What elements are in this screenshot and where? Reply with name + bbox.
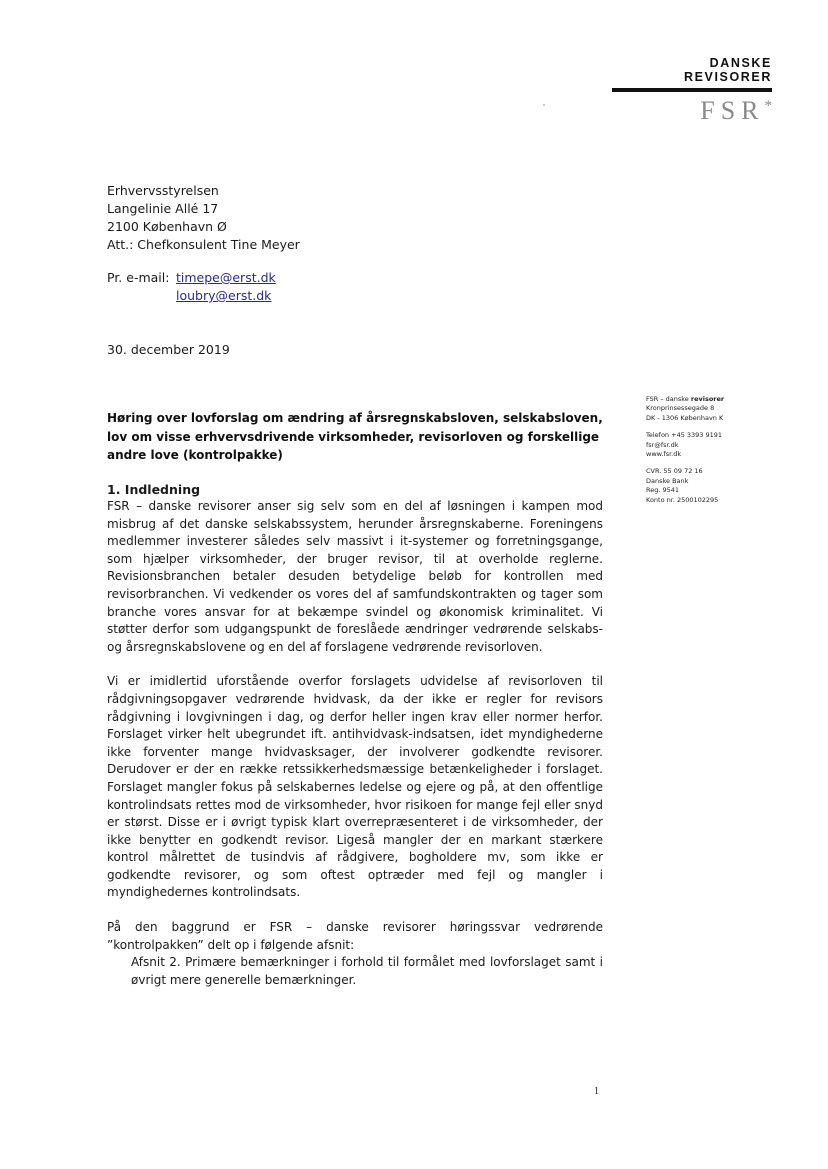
sender-info bbox=[646, 395, 776, 505]
logo-line-revisorer: REVISORER bbox=[683, 70, 772, 84]
recipient-address bbox=[107, 182, 300, 254]
logo-rule bbox=[612, 88, 772, 92]
recipient-street: Langelinie Allé 17 bbox=[107, 201, 219, 216]
email-link-1[interactable]: timepe@erst.dk bbox=[176, 270, 276, 285]
sender-name bbox=[646, 395, 776, 404]
letter-body bbox=[107, 409, 603, 989]
section-heading: 1. Indledning bbox=[107, 481, 201, 497]
scan-speck bbox=[543, 104, 545, 106]
letter-title: Høring over lovforslag om ændring af årsregnskabsloven, selskabsloven, lov om visse erhvervsdrivende virksomheder, revisorloven og forskellige andre love (kontrolpakke) bbox=[107, 411, 603, 462]
email-block bbox=[107, 269, 276, 305]
logo-line-danske: DANSKE bbox=[709, 56, 772, 70]
logo-mark-star: * bbox=[764, 98, 772, 114]
body-paragraph-3: På den baggrund er FSR – danske revisorer høringssvar vedrørende ”kontrolpakken” delt op i følgende afsnit: bbox=[107, 920, 603, 952]
email-label: Pr. e-mail: bbox=[107, 270, 170, 285]
sender-cvr: CVR. 55 09 72 16 bbox=[646, 467, 703, 476]
section-list-item-1: Afsnit 2. Primære bemærkninger i forhold til formålet med lovforslaget samt i øvrigt mere generelle bemærkninger. bbox=[131, 955, 603, 987]
sender-name-bold: revisorer bbox=[690, 395, 725, 403]
logo-mark bbox=[612, 93, 772, 124]
sender-bank: Danske Bank bbox=[646, 476, 689, 485]
recipient-org: Erhvervsstyrelsen bbox=[107, 183, 219, 198]
sender-name-prefix: FSR – danske bbox=[646, 395, 689, 403]
sender-reg: Reg. 9541 bbox=[646, 486, 680, 495]
body-paragraph-1: FSR – danske revisorer anser sig selv som en del af løsningen i kampen mod misbrug af det danske selskabssystem, herunder årsregnskaberne. Foreningens medlemmer investerer således selv massivt i it-systemer og forretningsgange, som hjælper virksomheder, der bruger revisor, til at overholde reglerne. Revisionsbranchen betaler desuden betydelige beløb for kontrollen med revisorbranchen. Vi vedkender os vores del af samfundskontrakten og tager som branche vores ansvar for at bekæmpe svindel og økonomisk kriminalitet. Vi støtter derfor som udgangspunkt de foreslåede ændringer vedrørende selskabs-og årsregnskabslovene og en del af forslagene vedrørende revisorloven. bbox=[107, 499, 603, 654]
sender-city: DK - 1306 København K bbox=[646, 413, 724, 422]
fsr-logo bbox=[612, 56, 772, 124]
logo-mark-text: FSR bbox=[700, 96, 765, 125]
sender-phone: Telefon +45 3393 9191 bbox=[646, 431, 723, 440]
recipient-attention: Att.: Chefkonsulent Tine Meyer bbox=[107, 237, 300, 252]
email-link-2[interactable]: loubry@erst.dk bbox=[176, 288, 272, 303]
sender-account: Konto nr. 2500102295 bbox=[646, 495, 719, 504]
sender-web: www.fsr.dk bbox=[646, 450, 682, 459]
body-paragraph-2: Vi er imidlertid uforstående overfor forslagets udvidelse af revisorloven til rådgivningsopgaver vedrørende hvidvask, da der ikke er regler for revisors rådgivning i lovgivningen i dag, og derfor heller ingen krav eller normer herfor. Forslaget virker helt ubegrundet ift. antihvidvask-indsatsen, idet myndighederne ikke forventer mange hvidvasksager, der involverer godkendte revisorer. Derudover er der en række retssikkerhedsmæssige betænkeligheder i forslaget. Forslaget mangler fokus på selskabernes ledelse og ejere og på, at den offentlige kontrolindsats rettes mod de virksomheder, hvor risikoen for mange fejl eller snyd er størst. Disse er i øvrigt typisk klart overrepræsenteret i de virksomheder, der ikke benytter en godkendt revisor. Ligeså mangler der en markant stærkere kontrol målrettet de tusindvis af rådgivere, bogholdere mv, som ikke er godkendte revisorer, og som oftest optræder med fejl og mangler i myndighedernes kontrolindsats. bbox=[107, 674, 603, 900]
sender-street: Kronprinsessegade 8 bbox=[646, 404, 715, 413]
recipient-city: 2100 København Ø bbox=[107, 219, 227, 234]
letter-date: 30. december 2019 bbox=[107, 342, 230, 357]
sender-email: fsr@fsr.dk bbox=[646, 440, 679, 449]
page-number: 1 bbox=[594, 1086, 599, 1097]
